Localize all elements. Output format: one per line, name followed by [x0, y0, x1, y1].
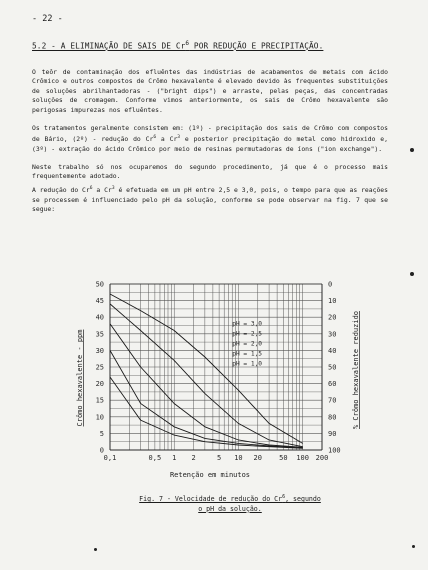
caption-line-1-pre: Fig. 7 - Velocidade de redução do Cr [139, 495, 283, 504]
caption-line-1-sup: 6 [282, 494, 286, 500]
y-tick-label-left: 20 [95, 380, 104, 389]
figure-caption [120, 493, 340, 514]
y-tick-label-left: 5 [99, 429, 104, 438]
paragraph-4-pre: A redução do Cr [32, 186, 90, 195]
paragraph-4-mid: a Cr [92, 186, 112, 195]
paragraph-4-sup1: 6 [89, 186, 93, 191]
paragraph-2-post: e posterior precipitação do metal como hidroxido e, (3º) - extração do ácido Crômico por meio de resinas permutadoras de íons ("ion exchange"). [32, 135, 388, 153]
series-label: pH = 1,0 [232, 360, 263, 368]
x-tick-label: 10 [234, 454, 243, 462]
y-tick-label-right: 50 [328, 363, 337, 372]
chart-ticks [96, 281, 341, 463]
y-tick-label-right: 10 [328, 297, 337, 306]
y-tick-label-left: 50 [95, 280, 104, 289]
y-tick-label-right: 20 [328, 313, 337, 322]
series-label: pH = 1,5 [232, 350, 263, 358]
y-tick-label-right: 40 [328, 346, 337, 355]
y-tick-label-left: 40 [95, 313, 104, 322]
x-tick-label: 0,1 [103, 454, 117, 462]
x-tick-label: 1 [172, 454, 177, 462]
x-tick-label: 0,5 [148, 454, 162, 462]
y-tick-label-left: 45 [95, 297, 104, 306]
y-tick-label-right: 90 [328, 429, 337, 438]
series-label: pH = 3,0 [232, 320, 263, 328]
y-tick-label-right: 70 [328, 396, 337, 405]
y-tick-label-right: 80 [328, 413, 337, 422]
y-tick-label-left: 10 [95, 413, 104, 422]
punch-mark [94, 548, 97, 551]
y-axis-label-right: % Crômo hexavalente reduzido [352, 310, 360, 430]
chart-grid [110, 284, 322, 450]
y-tick-label-right: 0 [328, 280, 333, 289]
series-label: pH = 2,5 [232, 330, 263, 338]
series-line [110, 294, 303, 443]
punch-mark [410, 148, 414, 152]
section-title-pre: 5.2 - A ELIMINAÇÃO DE SAIS DE Cr [32, 41, 186, 51]
y-tick-label-left: 35 [95, 330, 104, 339]
y-tick-label-right: 100 [328, 446, 341, 455]
punch-mark [412, 545, 415, 548]
caption-line-1 [120, 493, 340, 505]
paragraph-3: Neste trabalho só nos ocuparemos do segundo procedimento, já que é o processo mais frequentemente adotado. [32, 163, 388, 181]
y-tick-label-left: 30 [95, 346, 104, 355]
section-title-post: POR REDUÇÃO E PRECIPITAÇÃO. [189, 41, 324, 51]
paragraph-2-mid: a Cr [156, 135, 178, 144]
caption-line-1-post: , segundo [285, 495, 321, 504]
caption-line-2: o pH da solução. [198, 504, 262, 513]
x-axis-label: Retenção em minutos [169, 471, 251, 479]
paragraph-1: O teôr de contaminação dos efluêntes das indústrias de acabamentos de metais com ácido Crômico e outros compostos de Crômo hexavalente é elevado devido às frequentes substituições de soluções abrilhantadoras - ("bright dips") e arraste, pelas peças, das concentradas soluções de cromagem. Conforme vimos anteriormente, os sais de Crômo hexavalente são perigosas impurezas nos efluêntes. [32, 68, 388, 114]
x-tick-label: 100 [296, 454, 309, 462]
section-title-sup: 6 [185, 40, 190, 47]
series-line [110, 377, 303, 448]
x-tick-label: 2 [191, 454, 196, 462]
y-tick-label-right: 60 [328, 380, 337, 389]
paragraph-4-sup2: 3 [111, 186, 115, 191]
punch-mark [410, 272, 414, 276]
y-tick-label-left: 0 [99, 446, 104, 455]
y-tick-label-left: 25 [95, 363, 104, 372]
x-tick-label: 200 [315, 454, 329, 462]
x-tick-label: 20 [253, 454, 262, 462]
page-number: - 22 - [32, 14, 63, 24]
x-tick-label: 50 [279, 454, 288, 462]
paragraph-2-sup1: 6 [153, 135, 157, 141]
series-line [110, 324, 303, 448]
y-axis-label-left: Crômo hexavalente - ppm [76, 329, 84, 427]
y-tick-label-right: 30 [328, 330, 337, 339]
paragraph-2-sup2: 3 [177, 135, 181, 141]
paragraph-4-post: é efetuada em um pH entre 2,5 e 3,0, pois, o tempo para que as reações se processem é influenciado pelo pH da solução, conforme se pode observar na fig. 7 que se segue: [32, 186, 389, 213]
series-label: pH = 2,0 [232, 340, 263, 348]
x-tick-label: 5 [217, 454, 222, 462]
y-tick-label-left: 15 [95, 396, 104, 405]
paragraph-2-pre: Os tratamentos geralmente consistem em: (1º) - precipitação dos sais de Crômo com compostos de Bário, (2º) - redução do Cr [32, 124, 388, 144]
